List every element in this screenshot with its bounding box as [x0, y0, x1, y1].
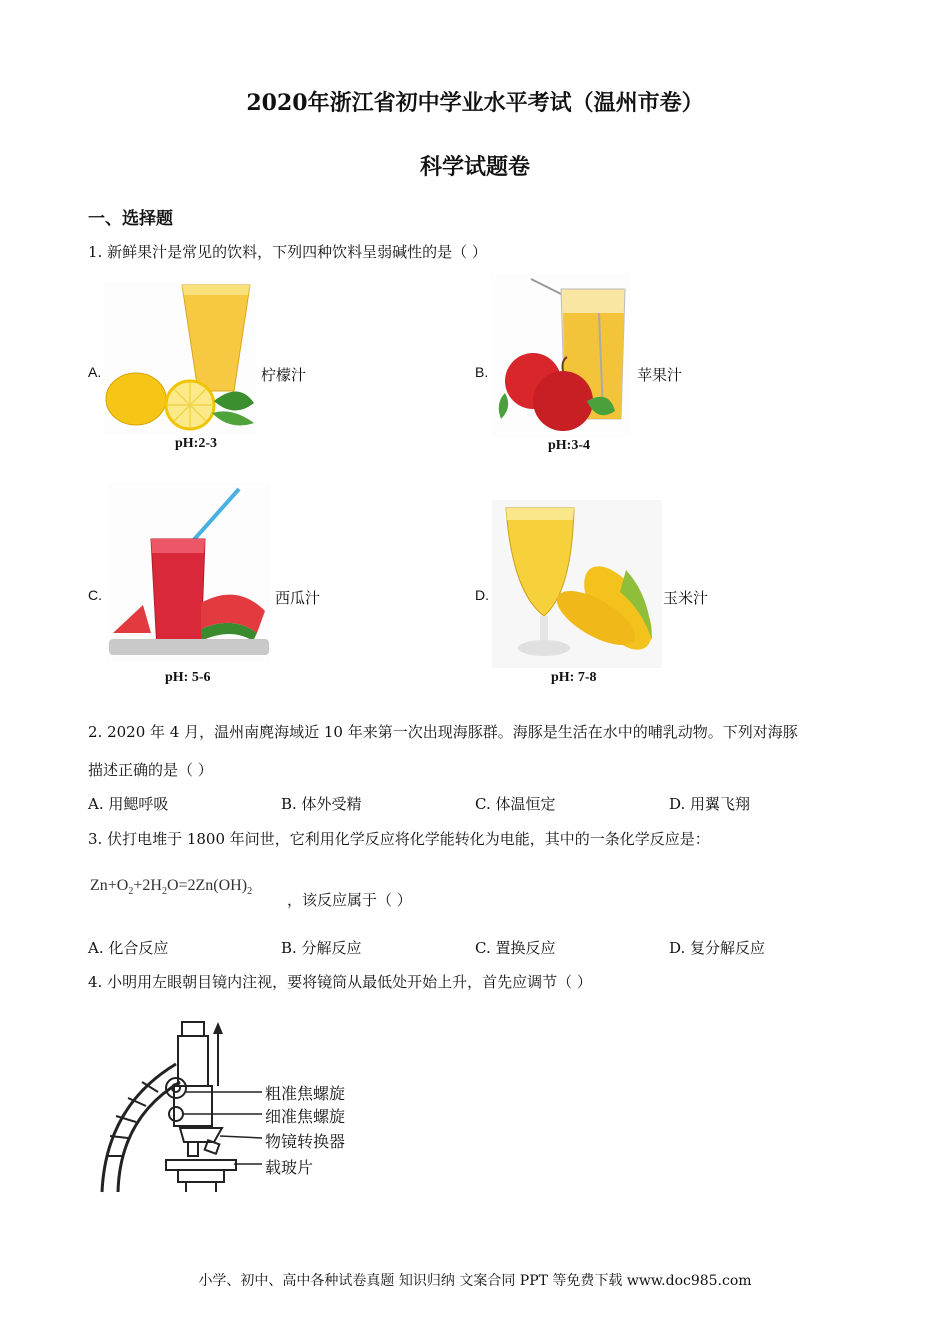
question-2-stem-line2: 描述正确的是（ ） — [88, 761, 213, 779]
apple-juice-image — [491, 273, 631, 437]
fine-focus-knob-label: 细准焦螺旋 — [265, 1107, 346, 1126]
question-2-stem-line1: 2. 2020 年 4 月，温州南麂海域近 10 年来第一次出现海豚群。海豚是生活在水中的哺乳动物。下列对海豚 — [88, 723, 798, 741]
option-b-ph: pH:3-4 — [548, 438, 590, 453]
option-c-letter: C. — [88, 587, 102, 603]
option-a-letter: A. — [88, 364, 102, 380]
q3-choice-a: A. 化合反应 — [88, 939, 169, 957]
section-heading: 一、选择题 — [88, 209, 173, 229]
q3-choice-d: D. 复分解反应 — [669, 939, 766, 957]
option-d-letter: D. — [475, 587, 489, 603]
watermelon-juice-image — [107, 483, 270, 663]
option-c-ph: pH: 5-6 — [165, 670, 211, 685]
lemon-juice-image — [104, 281, 256, 435]
nosepiece-label: 物镜转换器 — [265, 1132, 346, 1151]
q3-choice-c: C. 置换反应 — [475, 939, 556, 957]
option-b-letter: B. — [475, 364, 489, 380]
option-d-label: 玉米汁 — [663, 589, 709, 607]
question-4-stem: 4. 小明用左眼朝目镜内注视，要将镜筒从最低处开始上升，首先应调节（ ） — [88, 973, 592, 991]
coarse-focus-knob-label: 粗准焦螺旋 — [265, 1084, 346, 1103]
option-d-ph: pH: 7-8 — [551, 670, 597, 685]
q2-choice-a: A. 用鳃呼吸 — [88, 795, 169, 813]
option-c-label: 西瓜汁 — [275, 589, 321, 607]
chemical-equation: $Zn+O_2+2H_2O=2Zn(OH)_2$ — [90, 877, 253, 898]
question-1-stem: 1. 新鲜果汁是常见的饮料，下列四种饮料呈弱碱性的是（ ） — [88, 243, 487, 261]
question-3-tail: ，该反应属于（ ） — [287, 891, 412, 909]
q2-choice-b: B. 体外受精 — [281, 795, 362, 813]
option-b-label: 苹果汁 — [637, 366, 683, 384]
microscope-diagram — [96, 1016, 276, 1196]
page-footer: 小学、初中、高中各种试卷真题 知识归纳 文案合同 PPT 等免费下载 www.doc985.com — [198, 1273, 752, 1289]
corn-juice-image — [492, 500, 662, 668]
option-a-ph: pH:2-3 — [175, 436, 217, 451]
page-title: 2020年浙江省初中学业水平考试（温州市卷） — [246, 90, 704, 116]
slide-label: 载玻片 — [265, 1158, 314, 1177]
q3-choice-b: B. 分解反应 — [281, 939, 362, 957]
q2-choice-d: D. 用翼飞翔 — [669, 795, 751, 813]
question-3-stem: 3. 伏打电堆于 1800 年问世，它利用化学反应将化学能转化为电能，其中的一条化学反应是： — [88, 830, 710, 848]
option-a-label: 柠檬汁 — [261, 366, 307, 384]
q2-choice-c: C. 体温恒定 — [475, 795, 556, 813]
page-subtitle: 科学试题卷 — [419, 154, 530, 180]
